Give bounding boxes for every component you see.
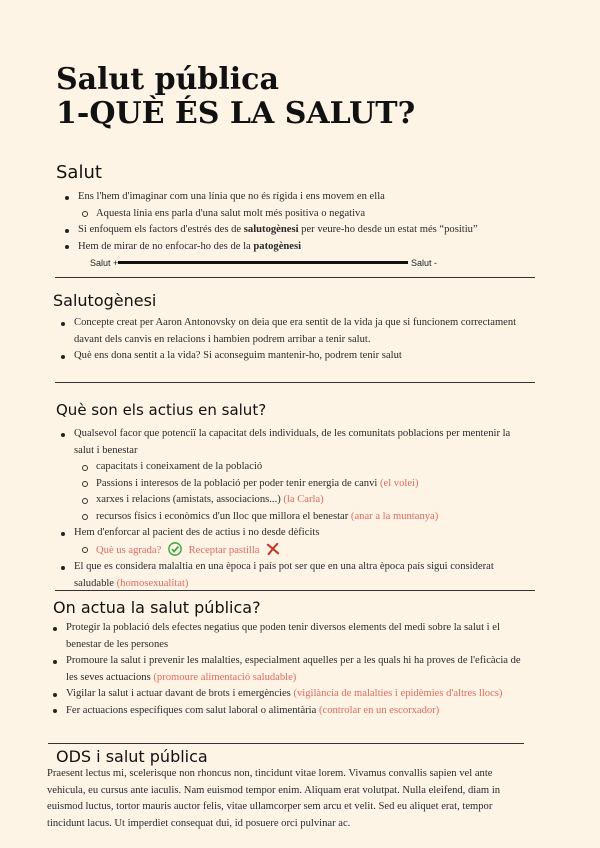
section-heading-ods: ODS i salut pública xyxy=(56,747,208,766)
divider xyxy=(55,382,535,383)
section-ods-paragraph: Praesent lectus mi, scelerisque non rhoncus non, tincidunt vitae lorem. Vivamus convallis sapien vel ante vehicula, eu cursus ante iaculis. Nam euismod tempor enim. Aliquam erat volutpat. Nulla eleifend, diam in euismod luctus, tortor mauris auctor felis, vitae ullamcorper sem arcu et velit. Sed eu aliquet erat, tempor tincidunt lacus. Ut imperdiet consequat dui, id posuere orci pulvinar ac. xyxy=(47,768,501,829)
list-item: Què ens dona sentit a la vida? Si aconseguim mantenir-ho, podrem tenir salut xyxy=(58,348,518,365)
title-line-2: 1-QUÈ ÉS LA SALUT? xyxy=(56,96,416,131)
list-item: Qualsevol facor que potenciï la capacitat dels individuals, de les comunitats poblacions per mentenir la salut i benestar xyxy=(58,426,518,459)
section-heading-actius: Què son els actius en salut? xyxy=(56,401,267,419)
list-subitem: capacitats i coneixament de la població xyxy=(80,459,518,476)
list-item: Protegir la població dels efectes negatius que poden tenir diversos elements del medi sobre la salut i el benestar de les persones xyxy=(50,620,525,653)
cross-icon xyxy=(266,543,280,555)
salut-line-left-label: Salut + xyxy=(90,258,119,268)
section-salut-list xyxy=(62,189,542,255)
section-heading-salutogenesi: Salutogènesi xyxy=(53,291,157,310)
list-subitem: Què us agrada? Receptar pastilla xyxy=(80,542,518,560)
divider xyxy=(55,590,535,591)
check-circle-icon xyxy=(167,542,183,556)
section-heading-salut: Salut xyxy=(56,162,102,183)
list-subitem: Aquesta línia ens parla d'una salut molt més positiva o negativa xyxy=(80,206,542,223)
salut-line-right-label: Salut - xyxy=(411,258,438,268)
title-line-1: Salut pública xyxy=(56,62,279,97)
list-item: Fer actuacions específiques com salut laboral o alimentària (controlar en un escorxador) xyxy=(50,703,525,720)
divider xyxy=(55,277,535,278)
list-item: El que es considera malaltia en una època i país pot ser que en una altra època país sigui considerat saludable (homosexualitat) xyxy=(58,559,518,592)
list-item: Promoure la salut i prevenir les malalties, especialment aquelles per a les quals hi ha proves de l'eficàcia de les seves actuacions (promoure alimentació saludable) xyxy=(50,653,525,686)
list-item: Ens l'hem d'imaginar com una línia que no és rígida i ens movem en ella xyxy=(62,189,542,206)
salut-line xyxy=(118,261,408,264)
section-actius-list xyxy=(58,426,518,592)
list-item: Hem d'enforcar al pacient des de actius i no desde dèficits xyxy=(58,525,518,542)
page-title xyxy=(56,63,415,131)
list-subitem: Passions i interesos de la població per poder tenir energia de canvi (el volei) xyxy=(80,476,518,493)
list-item: Concepte creat per Aaron Antonovsky on deia que era sentit de la vida ja que si funcionem correctament davant dels canvis en relacions i hambien podrem arribar a tenir salut. xyxy=(58,315,518,348)
list-subitem: recursos físics i econòmics d'un lloc que millora el benestar (anar a la muntanya) xyxy=(80,509,518,526)
list-subitem: xarxes i relacions (amistats, associacions...) (la Carla) xyxy=(80,492,518,509)
divider xyxy=(48,743,524,744)
section-salutogenesi-list xyxy=(58,315,518,365)
list-item: Hem de mirar de no enfocar-ho des de la patogènesi xyxy=(62,239,542,256)
section-on-actua-list xyxy=(50,620,525,719)
section-heading-on-actua: On actua la salut pública? xyxy=(53,598,261,617)
list-item: Si enfoquem els factors d'estrés des de salutogènesi per veure-ho desde un estat més “positiu” xyxy=(62,222,542,239)
list-item: Vigilar la salut i actuar davant de brots i emergències (vigilància de malalties i epidèmies d'altres llocs) xyxy=(50,686,525,703)
